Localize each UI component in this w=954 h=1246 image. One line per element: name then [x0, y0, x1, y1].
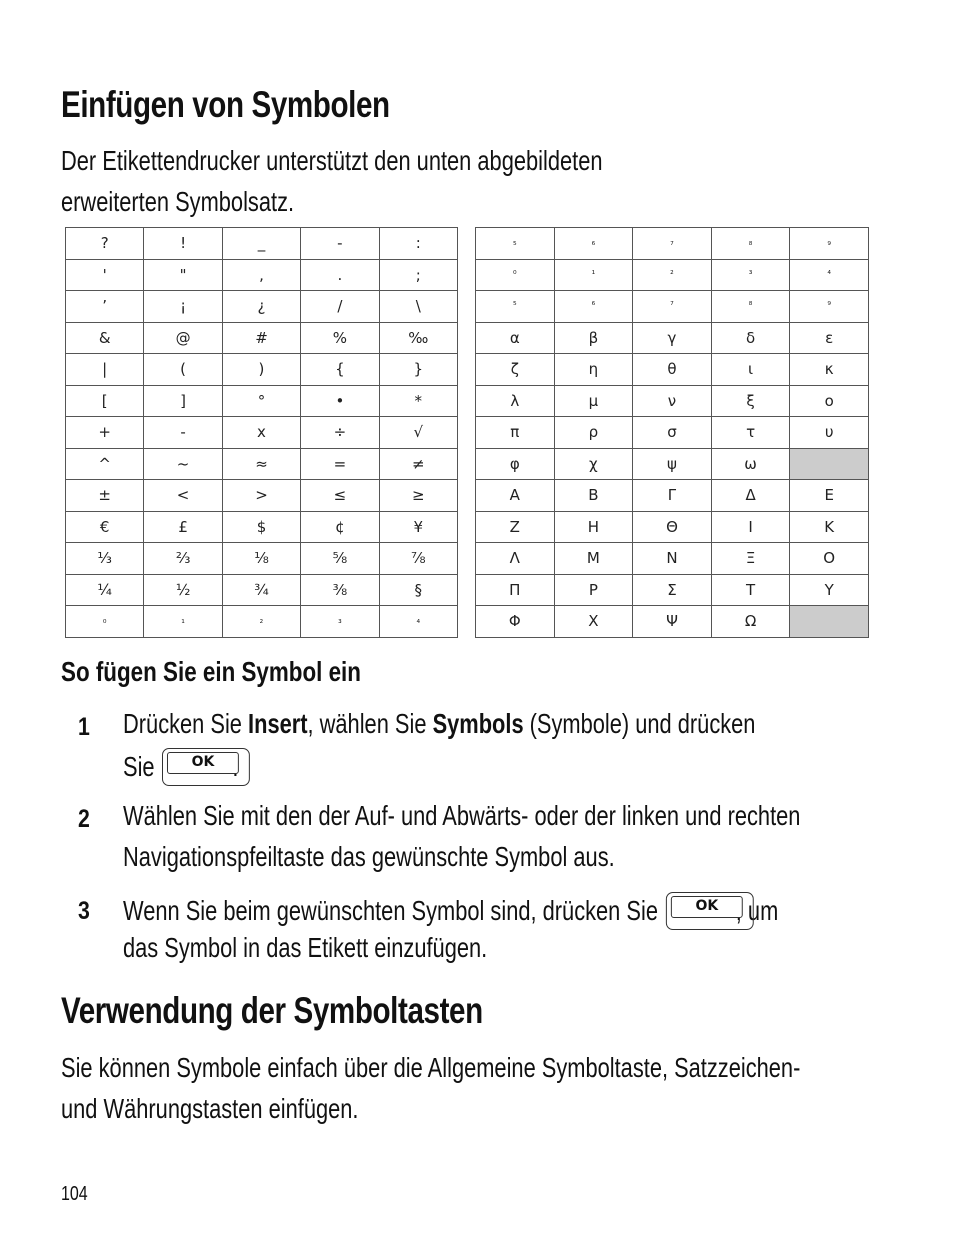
symbol-row [476, 259, 869, 291]
symbol-cell: ¼ [66, 574, 144, 606]
symbol-cell: ι [711, 354, 790, 386]
symbol-cell: ⅔ [144, 543, 222, 575]
symbol-cell: % [301, 322, 379, 354]
symbol-cell: ¢ [301, 511, 379, 543]
symbol-row [476, 448, 869, 480]
symbol-row [66, 448, 458, 480]
step-3-line-2: das Symbol in das Etikett einzufügen. [123, 932, 488, 963]
symbol-cell: Ο [790, 543, 869, 575]
symbol-cell: ₆ [554, 228, 633, 260]
symbol-table-right [475, 227, 869, 638]
step-1-number: 1 [78, 713, 90, 741]
symbol-cell: { [301, 354, 379, 386]
symbol-cell: ₉ [790, 228, 869, 260]
symbol-row [66, 322, 458, 354]
step-1-line-2 [123, 748, 238, 786]
symbol-cell: ¹ [554, 259, 633, 291]
symbol-cell: \ [379, 291, 457, 323]
symbol-cell: : [379, 228, 457, 260]
symbol-cell: ; [379, 259, 457, 291]
symbol-row [66, 574, 458, 606]
symbol-cell: Ξ [711, 543, 790, 575]
symbol-cell: [ [66, 385, 144, 417]
symbol-row [476, 543, 869, 575]
symbol-cell: Ζ [476, 511, 555, 543]
symbol-cell: δ [711, 322, 790, 354]
symbol-cell: Α [476, 480, 555, 512]
howto-title: So fügen Sie ein Symbol ein [61, 656, 361, 687]
symbol-cell: ⅓ [66, 543, 144, 575]
symbol-cell: ] [144, 385, 222, 417]
intro-line-2: erweiterten Symbolsatz. [61, 186, 295, 217]
symbol-row [66, 606, 458, 638]
symbol-cell: κ [790, 354, 869, 386]
symbol-cell: ¥ [379, 511, 457, 543]
symbol-row [66, 511, 458, 543]
symbol-cell: Η [554, 511, 633, 543]
symbol-cell: Π [476, 574, 555, 606]
symbol-cell: & [66, 322, 144, 354]
symbol-cell: Κ [790, 511, 869, 543]
symbol-cell: * [379, 385, 457, 417]
symbol-cell: χ [554, 448, 633, 480]
symbol-cell: ψ [633, 448, 712, 480]
symbol-row [66, 354, 458, 386]
step-1-symbols-option: Symbols [432, 708, 524, 739]
symbol-cell-empty [790, 606, 869, 638]
symbol-cell: ¡ [144, 291, 222, 323]
symbol-cell: ≥ [379, 480, 457, 512]
step-1-insert-key: Insert [248, 708, 308, 739]
symbol-cell: ⁰ [476, 259, 555, 291]
symbol-cell: ) [222, 354, 300, 386]
ok-key-icon [162, 748, 250, 786]
symbol-cell: Ρ [554, 574, 633, 606]
symbol-keys-text [61, 1047, 800, 1129]
symbol-cell: x [222, 417, 300, 449]
symbol-cell: υ [790, 417, 869, 449]
step-3-number: 3 [78, 897, 90, 925]
symbol-cell: ( [144, 354, 222, 386]
symbol-cell: ¿ [222, 291, 300, 323]
symbol-cell: ! [144, 228, 222, 260]
symbol-cell: ζ [476, 354, 555, 386]
symbol-row [476, 417, 869, 449]
symbol-cell: τ [711, 417, 790, 449]
symbol-cell: } [379, 354, 457, 386]
symbol-row [66, 417, 458, 449]
symbol-cell: ~ [144, 448, 222, 480]
symbol-row [66, 228, 458, 260]
symbol-cell: > [222, 480, 300, 512]
symbol-cell: Δ [711, 480, 790, 512]
symbol-cell: ₁ [144, 606, 222, 638]
symbol-cell: Ω [711, 606, 790, 638]
symbol-cell: § [379, 574, 457, 606]
step-2-line-1: Wählen Sie mit den der Auf- und Abwärts- oder der linken und rechten [123, 800, 801, 831]
symbol-cell: ⅜ [301, 574, 379, 606]
symbol-cell: ₀ [66, 606, 144, 638]
symbol-cell: Χ [554, 606, 633, 638]
symbol-cell: ₇ [633, 228, 712, 260]
symbol-cell: Φ [476, 606, 555, 638]
step-1-text: Sie [123, 751, 155, 782]
symbol-cell-empty [790, 448, 869, 480]
symbol-cell: ν [633, 385, 712, 417]
symbol-cell: ° [222, 385, 300, 417]
symbol-cell: β [554, 322, 633, 354]
symbol-keys-line-1: Sie können Symbole einfach über die Allgemeine Symboltaste, Satzzeichen- [61, 1052, 801, 1083]
step-1-text: (Symbole) und drücken [523, 708, 756, 739]
step-3-text: , um [735, 895, 779, 926]
symbol-cell: | [66, 354, 144, 386]
symbol-cell: ₃ [301, 606, 379, 638]
symbol-cell: ⁷ [633, 291, 712, 323]
step-2-number: 2 [78, 805, 90, 833]
symbol-cell: ½ [144, 574, 222, 606]
symbol-cell: Β [554, 480, 633, 512]
symbol-cell: ‰ [379, 322, 457, 354]
symbol-row [66, 385, 458, 417]
symbol-keys-line-2: und Währungstasten einfügen. [61, 1093, 359, 1124]
symbol-cell: Σ [633, 574, 712, 606]
symbol-cell: Υ [790, 574, 869, 606]
symbol-cell: ⁹ [790, 291, 869, 323]
symbol-cell: λ [476, 385, 555, 417]
symbol-row [66, 480, 458, 512]
symbol-cell: φ [476, 448, 555, 480]
symbol-row [476, 574, 869, 606]
symbol-row [66, 291, 458, 323]
symbol-cell: $ [222, 511, 300, 543]
symbol-cell: ’ [66, 291, 144, 323]
symbol-cell: ' [66, 259, 144, 291]
ok-key-label: OK [671, 896, 743, 918]
symbol-row [476, 480, 869, 512]
symbol-cell: ± [66, 480, 144, 512]
symbol-table-left [65, 227, 458, 638]
symbol-cell: # [222, 322, 300, 354]
symbol-cell: € [66, 511, 144, 543]
intro-text [61, 140, 602, 222]
symbol-cell: ρ [554, 417, 633, 449]
symbol-cell: γ [633, 322, 712, 354]
symbol-cell: θ [633, 354, 712, 386]
symbol-cell: α [476, 322, 555, 354]
symbol-cell: Ι [711, 511, 790, 543]
symbol-cell: • [301, 385, 379, 417]
symbol-cell: ο [790, 385, 869, 417]
symbol-cell: ₄ [379, 606, 457, 638]
step-1-text: , wählen Sie [307, 708, 433, 739]
symbol-cell: η [554, 354, 633, 386]
symbol-row [66, 259, 458, 291]
symbol-cell: ³ [711, 259, 790, 291]
symbol-cell: ÷ [301, 417, 379, 449]
symbol-cell: ⅛ [222, 543, 300, 575]
step-1-text: Drücken Sie [123, 708, 249, 739]
ok-key-icon [666, 892, 754, 930]
symbol-cell: ε [790, 322, 869, 354]
symbol-cell: ≤ [301, 480, 379, 512]
symbol-cell: ₅ [476, 228, 555, 260]
step-1-line-1 [123, 708, 755, 740]
symbol-cell: _ [222, 228, 300, 260]
symbol-cell: - [301, 228, 379, 260]
symbol-cell: . [301, 259, 379, 291]
symbol-cell: ₂ [222, 606, 300, 638]
symbol-cell: Τ [711, 574, 790, 606]
step-3-line-1 [123, 892, 778, 930]
symbol-cell: / [301, 291, 379, 323]
step-1-text: . [232, 751, 239, 782]
symbol-cell: π [476, 417, 555, 449]
symbol-row [476, 385, 869, 417]
symbol-cell: ξ [711, 385, 790, 417]
symbol-row [476, 511, 869, 543]
symbol-cell: , [222, 259, 300, 291]
symbol-row [476, 354, 869, 386]
symbol-cell: < [144, 480, 222, 512]
section-title-symbol-keys: Verwendung der Symboltasten [61, 990, 483, 1031]
symbol-cell: £ [144, 511, 222, 543]
step-2-line-2: Navigationspfeiltaste das gewünschte Symbol aus. [123, 841, 615, 872]
symbol-cell: ₈ [711, 228, 790, 260]
symbol-cell: ^ [66, 448, 144, 480]
symbol-row [476, 322, 869, 354]
symbol-row [476, 606, 869, 638]
symbol-cell: ? [66, 228, 144, 260]
symbol-cell: - [144, 417, 222, 449]
symbol-cell: σ [633, 417, 712, 449]
symbol-cell: ² [633, 259, 712, 291]
symbol-cell: ⅝ [301, 543, 379, 575]
symbol-cell: √ [379, 417, 457, 449]
symbol-cell: Ε [790, 480, 869, 512]
symbol-cell: ⁵ [476, 291, 555, 323]
symbol-cell: + [66, 417, 144, 449]
symbol-cell: ¾ [222, 574, 300, 606]
symbol-row [476, 291, 869, 323]
symbol-cell: Ψ [633, 606, 712, 638]
symbol-row [476, 228, 869, 260]
section-title-insert-symbols: Einfügen von Symbolen [61, 84, 390, 125]
symbol-cell: ⁸ [711, 291, 790, 323]
symbol-row [66, 543, 458, 575]
symbol-cell: Γ [633, 480, 712, 512]
symbol-cell: = [301, 448, 379, 480]
ok-key-label: OK [167, 752, 239, 774]
step-3-text: Wenn Sie beim gewünschten Symbol sind, drücken Sie [123, 895, 658, 926]
symbol-cell: Ν [633, 543, 712, 575]
symbol-cell: Μ [554, 543, 633, 575]
symbol-cell: @ [144, 322, 222, 354]
symbol-cell: ≈ [222, 448, 300, 480]
symbol-cell: Θ [633, 511, 712, 543]
symbol-cell: ⅞ [379, 543, 457, 575]
symbol-cell: Λ [476, 543, 555, 575]
symbol-cell: ⁴ [790, 259, 869, 291]
symbol-cell: " [144, 259, 222, 291]
symbol-cell: ω [711, 448, 790, 480]
symbol-cell: μ [554, 385, 633, 417]
intro-line-1: Der Etikettendrucker unterstützt den unten abgebildeten [61, 145, 603, 176]
symbol-cell: ⁶ [554, 291, 633, 323]
symbol-cell: ≠ [379, 448, 457, 480]
page-number: 104 [61, 1183, 88, 1205]
